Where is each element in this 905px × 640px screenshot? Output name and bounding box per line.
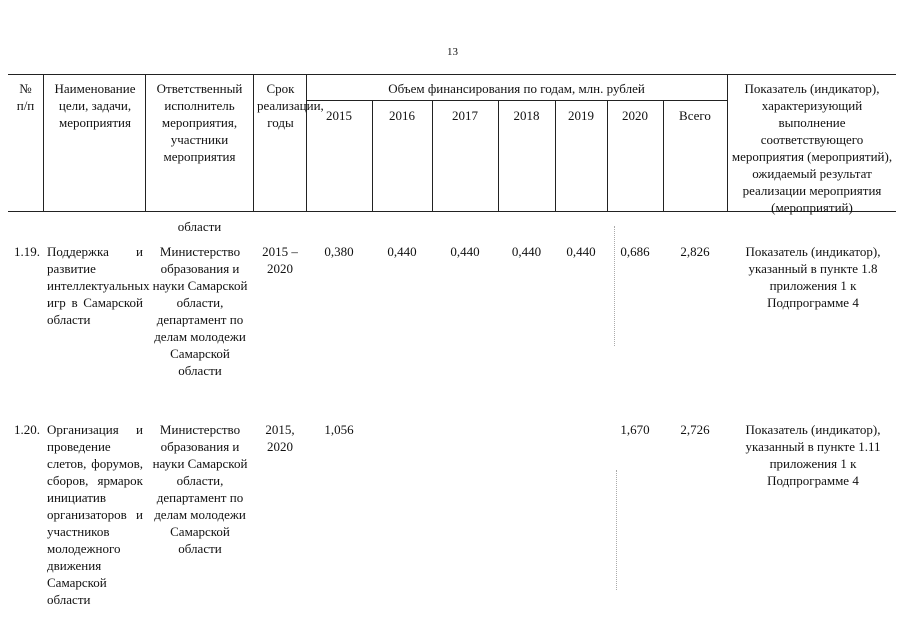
page-number: 13: [447, 46, 458, 58]
row-1-19-total: 2,826: [680, 244, 710, 259]
row-1-19-2016: 0,440: [387, 244, 417, 259]
header-indicator: Показатель (индикатор), характеризующий выполнение соответствующего мероприятия (мероприятий), ожидаемый результат реализации мероприятия (мероприятий): [731, 81, 893, 215]
header-year-2016: 2016: [389, 108, 415, 123]
row-1-19-name: Поддержка и развитие интеллектуальных игр в Самарской области: [47, 244, 150, 327]
header-year-2020: 2020: [622, 108, 648, 123]
header-year-2018: 2018: [513, 108, 540, 123]
col-border-1: [43, 74, 44, 211]
row-1-19-2017: 0,440: [450, 244, 480, 259]
row-1-20-executor: Министерство образования и науки Самарской области, департамент по делам молодежи Самарской области: [152, 422, 248, 556]
row-1-20-name: Организация и проведение слетов, форумов, сборов, ярмарок инициатив организаторов и участников молодежного движения Самарской области: [47, 422, 143, 607]
row-1-19-2020: 0,686: [620, 244, 650, 259]
header-top-border: [8, 74, 896, 75]
header-year-2019: 2019: [568, 108, 594, 123]
header-executor: Ответственный исполнитель мероприятия, участники мероприятия: [156, 81, 243, 164]
header-num: № п/п: [16, 81, 35, 113]
row-1-20-num: 1.20.: [14, 422, 40, 437]
header-funding: Объем финансирования по годам, млн. рублей: [388, 81, 645, 96]
row-1-20-2020: 1,670: [620, 422, 650, 437]
header-year-2015: 2015: [326, 108, 352, 123]
row-1-20-indicator: Показатель (индикатор), указанный в пункте 1.11 приложения 1 к Подпрограмме 4: [745, 422, 881, 488]
row-1-20-total: 2,726: [680, 422, 710, 437]
row-1-19-2019: 0,440: [566, 244, 596, 259]
header-name: Наименование цели, задачи, мероприятия: [54, 81, 136, 130]
row-1-19-2015: 0,380: [324, 244, 354, 259]
header-term: Срок реализации, годы: [257, 81, 324, 130]
col-border-2: [145, 74, 146, 211]
row-1-19-executor: Министерство образования и науки Самарской области, департамент по делам молодежи Самарской области: [152, 244, 248, 378]
header-year-2017: 2017: [452, 108, 478, 123]
col-border-indicator: [727, 74, 728, 211]
body-guide-2: [616, 470, 617, 590]
continuation-text: области: [177, 219, 222, 234]
row-1-20-term: 2015, 2020: [265, 422, 295, 454]
col-border-3: [253, 74, 254, 211]
row-1-19-indicator: Показатель (индикатор), указанный в пункте 1.8 приложения 1 к Подпрограмме 4: [745, 244, 881, 310]
row-1-19-2018: 0,440: [511, 244, 542, 259]
funding-subheader-border: [306, 100, 728, 101]
header-total: Всего: [679, 108, 711, 123]
row-1-20-2015: 1,056: [324, 422, 354, 437]
row-1-19-num: 1.19.: [14, 244, 40, 259]
row-1-19-term: 2015 – 2020: [262, 244, 298, 276]
